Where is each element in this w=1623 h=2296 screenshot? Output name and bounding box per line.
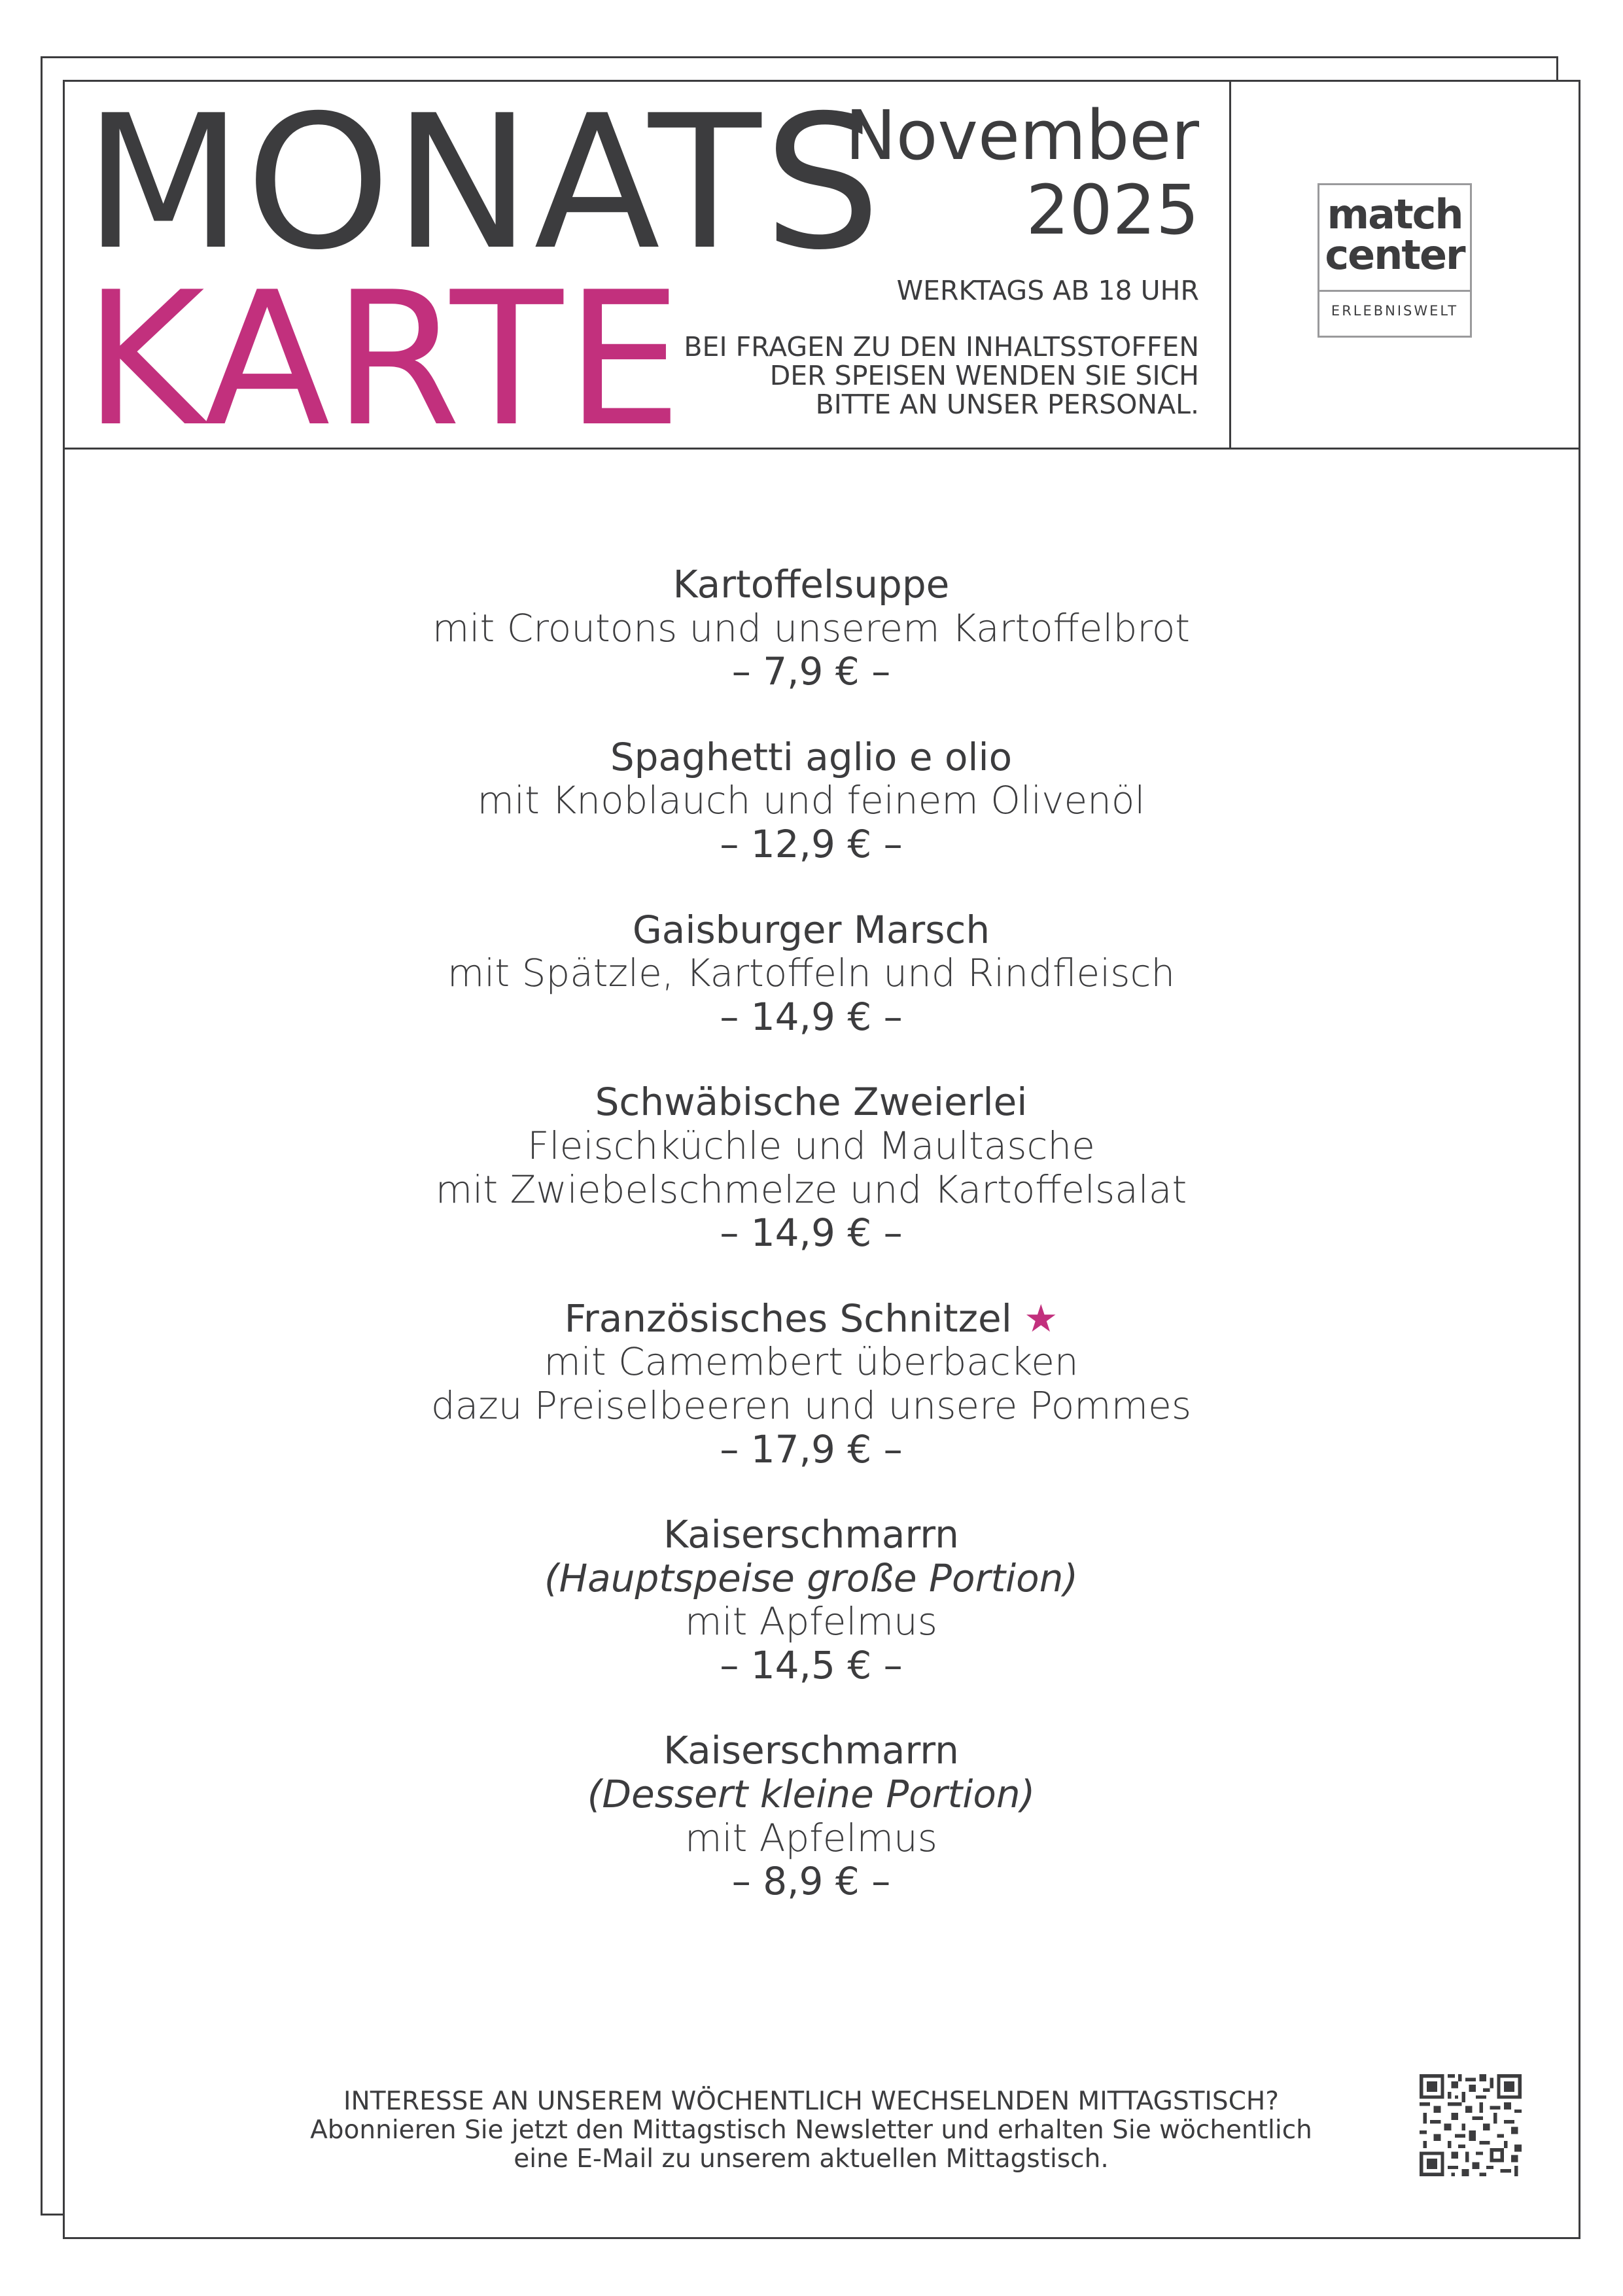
dish-description: mit Spätzle, Kartoffeln und Rindfleisch xyxy=(447,951,1176,996)
dish-name-row xyxy=(262,1297,1361,1341)
dish-name: Spaghetti aglio e olio xyxy=(610,734,1013,779)
title-monats: MONATS xyxy=(84,75,884,291)
month: November xyxy=(845,96,1199,175)
header-vertical-divider xyxy=(1229,80,1231,450)
logo-word-center: center xyxy=(1325,231,1465,279)
logo-subtitle: ERLEBNISWELT xyxy=(1331,303,1459,319)
footer-text: eine E-Mail zu unserem aktuellen Mittagstisch. xyxy=(514,2144,1109,2174)
newsletter-footer xyxy=(281,2087,1341,2174)
dish-description: dazu Preiselbeeren und unsere Pommes xyxy=(430,1383,1192,1428)
dish-description: mit Apfelmus xyxy=(685,1599,937,1644)
dish-name: Kaiserschmarrn xyxy=(663,1728,959,1773)
menu-list xyxy=(262,563,1361,1945)
opening-hours: WERKTAGS AB 18 UHR xyxy=(896,275,1199,306)
notice-line: BITTE AN UNSER PERSONAL. xyxy=(815,389,1199,420)
dish-name: Gaisburger Marsch xyxy=(632,907,990,952)
dish-price: – 8,9 € – xyxy=(731,1859,891,1904)
menu-item xyxy=(262,1729,1361,1903)
footer-headline: INTERESSE AN UNSEREM WÖCHENTLICH WECHSELNDEN MITTAGSTISCH? xyxy=(343,2087,1279,2116)
logo-word-match: match xyxy=(1327,190,1463,238)
dish-description: mit Apfelmus xyxy=(685,1815,937,1860)
match-center-logo xyxy=(1318,183,1472,338)
menu-item xyxy=(262,1297,1361,1471)
dish-description: mit Camembert überbacken xyxy=(544,1339,1079,1385)
qr-code-icon[interactable] xyxy=(1420,2074,1522,2176)
dish-price: – 14,5 € – xyxy=(720,1642,903,1687)
dish-note: (Hauptspeise große Portion) xyxy=(544,1555,1079,1600)
dish-price: – 12,9 € – xyxy=(720,821,903,866)
dish-note: (Dessert kleine Portion) xyxy=(587,1772,1036,1817)
dish-name: Kartoffelsuppe xyxy=(672,562,950,607)
dish-price: – 7,9 € – xyxy=(731,649,891,694)
dish-price: – 14,9 € – xyxy=(720,994,903,1039)
year: 2025 xyxy=(1026,170,1199,250)
dish-description: Fleischküchle und Maultasche xyxy=(527,1123,1095,1168)
notice-line: DER SPEISEN WENDEN SIE SICH xyxy=(769,360,1199,391)
title-karte: KARTE xyxy=(84,252,685,467)
menu-item xyxy=(262,908,1361,1039)
logo-divider xyxy=(1319,290,1470,292)
dish-name: Schwäbische Zweierlei xyxy=(595,1080,1028,1125)
dish-name: Französisches Schnitzel xyxy=(564,1296,1012,1341)
menu-item xyxy=(262,1080,1361,1254)
dish-price: – 17,9 € – xyxy=(720,1426,903,1472)
dish-description: mit Knoblauch und feinem Olivenöl xyxy=(477,778,1145,823)
star-icon: ★ xyxy=(1024,1296,1058,1341)
allergen-notice xyxy=(684,332,1199,419)
dish-description: mit Croutons und unserem Kartoffelbrot xyxy=(432,605,1191,650)
notice-line: BEI FRAGEN ZU DEN INHALTSSTOFFEN xyxy=(684,331,1199,362)
menu-item xyxy=(262,735,1361,866)
menu-item xyxy=(262,563,1361,694)
dish-price: – 14,9 € – xyxy=(720,1210,903,1256)
dish-name: Kaiserschmarrn xyxy=(663,1512,959,1557)
menu-item xyxy=(262,1513,1361,1687)
dish-description: mit Zwiebelschmelze und Kartoffelsalat xyxy=(435,1167,1187,1212)
footer-text: Abonnieren Sie jetzt den Mittagstisch Newsletter und erhalten Sie wöchentlich xyxy=(310,2115,1312,2145)
